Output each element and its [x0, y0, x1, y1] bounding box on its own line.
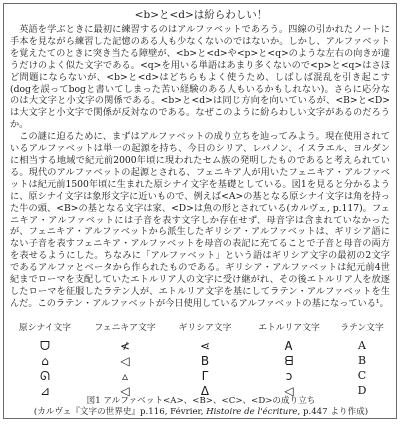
glyph-a: Ꭺ — [284, 339, 294, 353]
glyph-d: ⊿ — [39, 384, 51, 398]
column-proto-sinaitic — [12, 322, 78, 398]
glyph-b: B — [200, 354, 210, 368]
glyph-b: ◁ — [120, 354, 130, 368]
column-header: ラテン文字 — [340, 323, 384, 333]
glyph-c: ↄ — [285, 369, 293, 383]
glyph-c: C — [357, 369, 367, 382]
glyph-a: A — [358, 339, 366, 352]
source-prefix: (カルヴェ『文字の世界史』p.116, Février, — [33, 407, 207, 417]
figure-caption: 図1 アルファベット<A>、<B>、<C>、<D>の成り立ち — [86, 396, 316, 406]
glyph-a: ⋖ — [199, 339, 211, 353]
column-etruscan — [252, 322, 326, 398]
column-latin — [332, 322, 392, 397]
glyph-d: ◁ — [120, 384, 130, 398]
glyph-b: ⌂ — [41, 354, 49, 368]
glyph-b: B — [357, 354, 367, 367]
glyph-d: ◁ — [284, 384, 294, 398]
column-header: ギリシア文字 — [178, 323, 232, 333]
paragraph-1: 英語を学ぶときに最初に練習するのはアルファベットであろう。四線の引かれたノートに手本を見ながら練習した記憶のある人も少なくないのではないか。しかし、アルファベットを覚えたてのときに突き当たる障壁が、<b>と<d>や<p>と<q>のような左右の向きが違うだけのよく似た文字である。<q>を用いる単語はあまり多くないので<p>と<q>はさほど問題にならないが、<b>と<d>はどちらもよく使うため、しばしば混乱を引き起こす(dogを誤ってbogと書いてしまった苦い経験のある人もいるかもしれない)。さらに応分なのは大文字と小文字の関係である。<b>と<d>は同じ方向を向いているが、<B>と<D>は大文字と小文字で関係が反対なのである。なぜこのように紛らわしい文字があるのだろうか。 — [10, 24, 390, 131]
glyph-d: Δ — [200, 384, 210, 398]
document-frame — [3, 3, 397, 419]
source-title: Histoire de l'écriture — [206, 407, 298, 417]
glyph-c: ▵ — [121, 369, 129, 383]
source-suffix: , p.447 より作成) — [297, 407, 369, 417]
column-header: エトルリア文字 — [258, 323, 320, 333]
glyph-a: ≮ — [119, 339, 131, 353]
column-greek — [170, 322, 240, 398]
glyph-c: ᘏ — [40, 369, 50, 383]
glyph-b: ᗺ — [284, 354, 294, 368]
glyph-c: Γ — [201, 369, 209, 383]
column-header: フェニキア文字 — [94, 323, 156, 333]
glyph-d: D — [357, 384, 367, 397]
column-header: 原シナイ文字 — [18, 323, 72, 333]
figure-source — [4, 407, 398, 418]
page-title: <b>と<d>は紛らわしい！ — [134, 9, 268, 21]
paragraph-2: この謎に迫るために、まずはアルファベットの成り立ちを辿ってみよう。現在使用されているアルファベットは単一の起源を持ち、今日のシリア、レバノン、イスラエル、ヨルダンに相当する地域で紀元前2000年頃に現われたセム族の発明したものであると考えられている。現代のアルファベットの起源とされる、フェニキア人が用いたフェニキア・アルファベットは紀元前1500年頃に生まれた原シナイ文字を基礎としている。図1を見ると分かるように、原シナイ文字は象形文字に近いもので、例えば<A>の基となる原シナイ文字は角を持った牛の頭、<B>の基となる文字は家、<D>は魚の形とされている(カルヴェ, p.117)。フェニキア・アルファベットには子音を表す文字しか存在せず、母音字は含まれていなかったが、フェニキア・アルファベットから派生したギリシア・アルファベットは、ギリシア語にない子音を表すフェニキア・アルファベットを母音の表記に充てることで子音と母音の両方を表せるようにした。ちなみに「アルファベット」という語はギリシア文字の最初の2文字であるアルファとベータから作られたものである。ギリシア・アルファベットは紀元前4世紀までローマを支配していたエトルリア人の文字に受け継がれ、その後エトルリア人を放逐したローマを征服したラテン人が、エトルリア文字を基にしてラテン・アルファベットを生んだ。このラテン・アルファベットが今日使用しているアルファベットの基になっている¹。 — [10, 131, 390, 309]
body-text — [10, 24, 390, 310]
glyph-a: ᗜ — [40, 339, 50, 353]
column-phoenician — [90, 322, 160, 398]
